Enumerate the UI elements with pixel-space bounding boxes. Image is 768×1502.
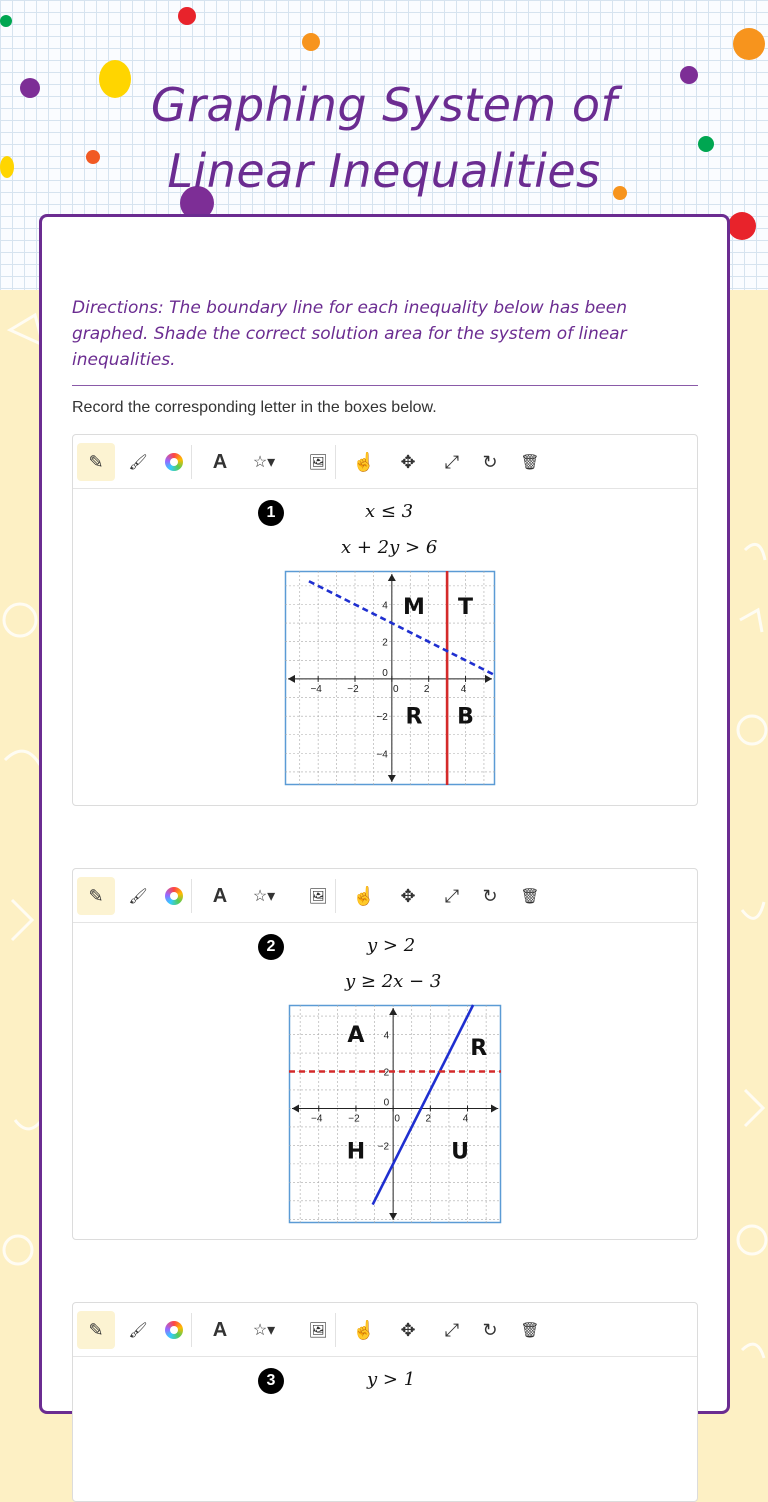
toolbar-separator (335, 1313, 336, 1347)
toolbar-separator (335, 445, 336, 479)
y-tick-label: −4 (376, 749, 388, 761)
drawing-panel-3 (72, 1302, 698, 1502)
y-tick-label: 2 (382, 637, 388, 649)
title-line-1: Graphing System of (150, 78, 618, 132)
move-icon[interactable]: ✥ (400, 451, 416, 472)
redo-icon[interactable]: ↻ (482, 885, 498, 906)
toolbar-separator (191, 445, 192, 479)
title-line-2: Linear Inequalities (167, 144, 601, 198)
move-icon[interactable]: ✥ (400, 1319, 416, 1340)
star-icon[interactable]: ☆▾ (252, 1322, 276, 1339)
y-tick-label: 2 (383, 1067, 390, 1079)
y-tick-label: −2 (377, 1141, 390, 1153)
drawing-toolbar (73, 435, 697, 489)
pencil-icon[interactable]: ✎ (77, 877, 115, 915)
color-wheel-icon[interactable] (155, 1311, 193, 1349)
y-tick-label: 0 (383, 1097, 390, 1109)
problem-number: 2 (258, 934, 284, 960)
record-instruction: Record the corresponding letter in the boxes below. (72, 399, 437, 416)
divider (72, 385, 698, 386)
hand-icon[interactable]: ☝ (352, 885, 376, 906)
drawing-panel-2 (72, 868, 698, 1240)
paint-splat (728, 212, 756, 240)
toolbar-separator (335, 879, 336, 913)
inequality-2: y ≥ 2x − 3 (345, 971, 442, 992)
x-tick-label: −2 (348, 1113, 360, 1125)
resize-icon[interactable]: ⤢ (444, 885, 460, 906)
hand-icon[interactable]: ☝ (352, 451, 376, 472)
x-tick-label: −4 (311, 1113, 323, 1125)
redo-icon[interactable]: ↻ (482, 1319, 498, 1340)
region-label: U (451, 1139, 470, 1165)
color-wheel-swatch (165, 887, 183, 905)
paint-splat (733, 28, 765, 60)
toolbar-separator (191, 879, 192, 913)
page-title (0, 72, 768, 204)
region-label: T (458, 594, 474, 620)
pencil-icon[interactable]: ✎ (77, 443, 115, 481)
problem-number: 1 (258, 500, 284, 526)
region-label: M (402, 594, 425, 620)
y-tick-label: −2 (376, 712, 388, 724)
y-tick-label: 0 (382, 667, 388, 679)
brush-icon[interactable]: 🖌 (128, 888, 148, 905)
paint-splat (178, 7, 196, 25)
color-wheel-swatch (165, 453, 183, 471)
region-label: B (457, 704, 474, 730)
text-icon[interactable]: A (212, 1318, 228, 1341)
image-icon[interactable]: 🖼 (308, 454, 328, 471)
worksheet-card (39, 214, 730, 1414)
pencil-icon[interactable]: ✎ (77, 1311, 115, 1349)
paint-splat (0, 15, 12, 27)
toolbar-separator (191, 1313, 192, 1347)
x-tick-label: 0 (394, 1113, 400, 1125)
drawing-panel-1 (72, 434, 698, 806)
x-tick-label: −4 (310, 683, 322, 695)
coordinate-graph-1[interactable] (285, 571, 495, 785)
resize-icon[interactable]: ⤢ (444, 451, 460, 472)
region-label: R (405, 704, 423, 730)
region-label: H (346, 1139, 366, 1165)
region-label: A (347, 1022, 365, 1048)
text-icon[interactable]: A (212, 884, 228, 907)
brush-icon[interactable]: 🖌 (128, 1322, 148, 1339)
x-tick-label: 4 (460, 683, 467, 695)
region-label: R (470, 1035, 488, 1061)
color-wheel-swatch (165, 1321, 183, 1339)
x-tick-label: 2 (425, 1113, 432, 1125)
problem-number: 3 (258, 1368, 284, 1394)
directions-text: Directions: The boundary line for each inequality below has been graphed. Shade the correct solution area for the system of linear inequalities. (72, 298, 627, 370)
brush-icon[interactable]: 🖌 (128, 454, 148, 471)
inequality-1: y > 1 (367, 1369, 416, 1390)
inequality-2: x + 2y > 6 (341, 537, 438, 558)
trash-icon[interactable]: 🗑 (520, 454, 540, 471)
paint-splat (302, 33, 320, 51)
color-wheel-icon[interactable] (155, 443, 193, 481)
hand-icon[interactable]: ☝ (352, 1319, 376, 1340)
color-wheel-icon[interactable] (155, 877, 193, 915)
star-icon[interactable]: ☆▾ (252, 888, 276, 905)
drawing-toolbar (73, 1303, 697, 1357)
text-icon[interactable]: A (212, 450, 228, 473)
image-icon[interactable]: 🖼 (308, 888, 328, 905)
resize-icon[interactable]: ⤢ (444, 1319, 460, 1340)
y-tick-label: 4 (382, 600, 388, 612)
x-tick-label: 0 (393, 683, 399, 695)
drawing-toolbar (73, 869, 697, 923)
redo-icon[interactable]: ↻ (482, 451, 498, 472)
inequality-1: x ≤ 3 (365, 501, 414, 522)
inequality-1: y > 2 (367, 935, 416, 956)
trash-icon[interactable]: 🗑 (520, 888, 540, 905)
coordinate-graph-2[interactable] (289, 1005, 501, 1223)
y-tick-label: 4 (383, 1030, 390, 1042)
star-icon[interactable]: ☆▾ (252, 454, 276, 471)
trash-icon[interactable]: 🗑 (520, 1322, 540, 1339)
move-icon[interactable]: ✥ (400, 885, 416, 906)
x-tick-label: 2 (423, 683, 430, 695)
x-tick-label: −2 (347, 683, 359, 695)
image-icon[interactable]: 🖼 (308, 1322, 328, 1339)
x-tick-label: 4 (462, 1113, 469, 1125)
